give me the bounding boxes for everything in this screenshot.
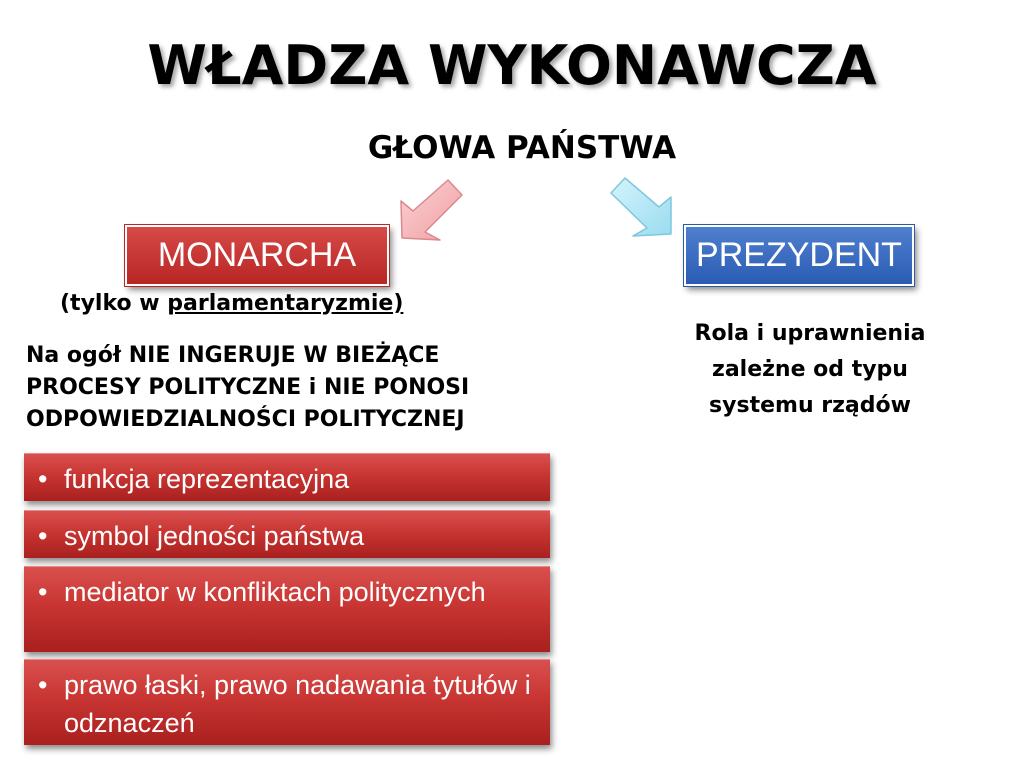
bullet-icon: • xyxy=(38,670,48,700)
arrow-to-monarcha-icon xyxy=(401,180,462,240)
bullet-icon: • xyxy=(38,521,48,551)
monarcha-note-prefix: (tylko w xyxy=(60,291,168,316)
bullet-icon: • xyxy=(38,577,48,607)
prezydent-description-line: zależne od typu xyxy=(712,357,908,382)
function-item-label: mediator w konfliktach politycznych xyxy=(64,577,486,607)
slide-subtitle: GŁOWA PAŃSTWA xyxy=(367,130,677,166)
bullet-icon: • xyxy=(38,464,48,494)
function-item-representative xyxy=(24,453,550,501)
parlamentaryzm-link[interactable]: parlamentaryzmie) xyxy=(167,291,404,316)
function-item-label: prawo łaski, prawo nadawania tytułów i odznaczeń xyxy=(64,670,531,738)
arrow-to-prezydent-icon xyxy=(611,178,671,236)
monarcha-box: MONARCHA xyxy=(125,225,389,286)
monarcha-description-line: ODPOWIEDZIALNOŚCI POLITYCZNEJ xyxy=(26,407,465,432)
prezydent-box: PREZYDENT xyxy=(684,225,914,286)
function-item-unity-symbol xyxy=(24,510,550,558)
monarcha-description xyxy=(26,340,566,436)
function-item-label: funkcja reprezentacyjna xyxy=(64,464,350,494)
function-item-mediator xyxy=(24,566,550,652)
monarcha-description-line: Na ogół NIE INGERUJE W BIEŻĄCE xyxy=(26,343,440,368)
prezydent-description-line: systemu rządów xyxy=(709,393,911,418)
monarcha-note xyxy=(60,291,403,316)
prezydent-description-line: Rola i uprawnienia xyxy=(694,321,926,346)
prezydent-description xyxy=(650,316,970,424)
function-item-pardon-titles xyxy=(24,659,550,745)
monarcha-description-line: PROCESY POLITYCZNE i NIE PONOSI xyxy=(26,375,470,400)
function-item-label: symbol jedności państwa xyxy=(64,521,365,551)
slide-title: WŁADZA WYKONAWCZA xyxy=(147,34,877,97)
